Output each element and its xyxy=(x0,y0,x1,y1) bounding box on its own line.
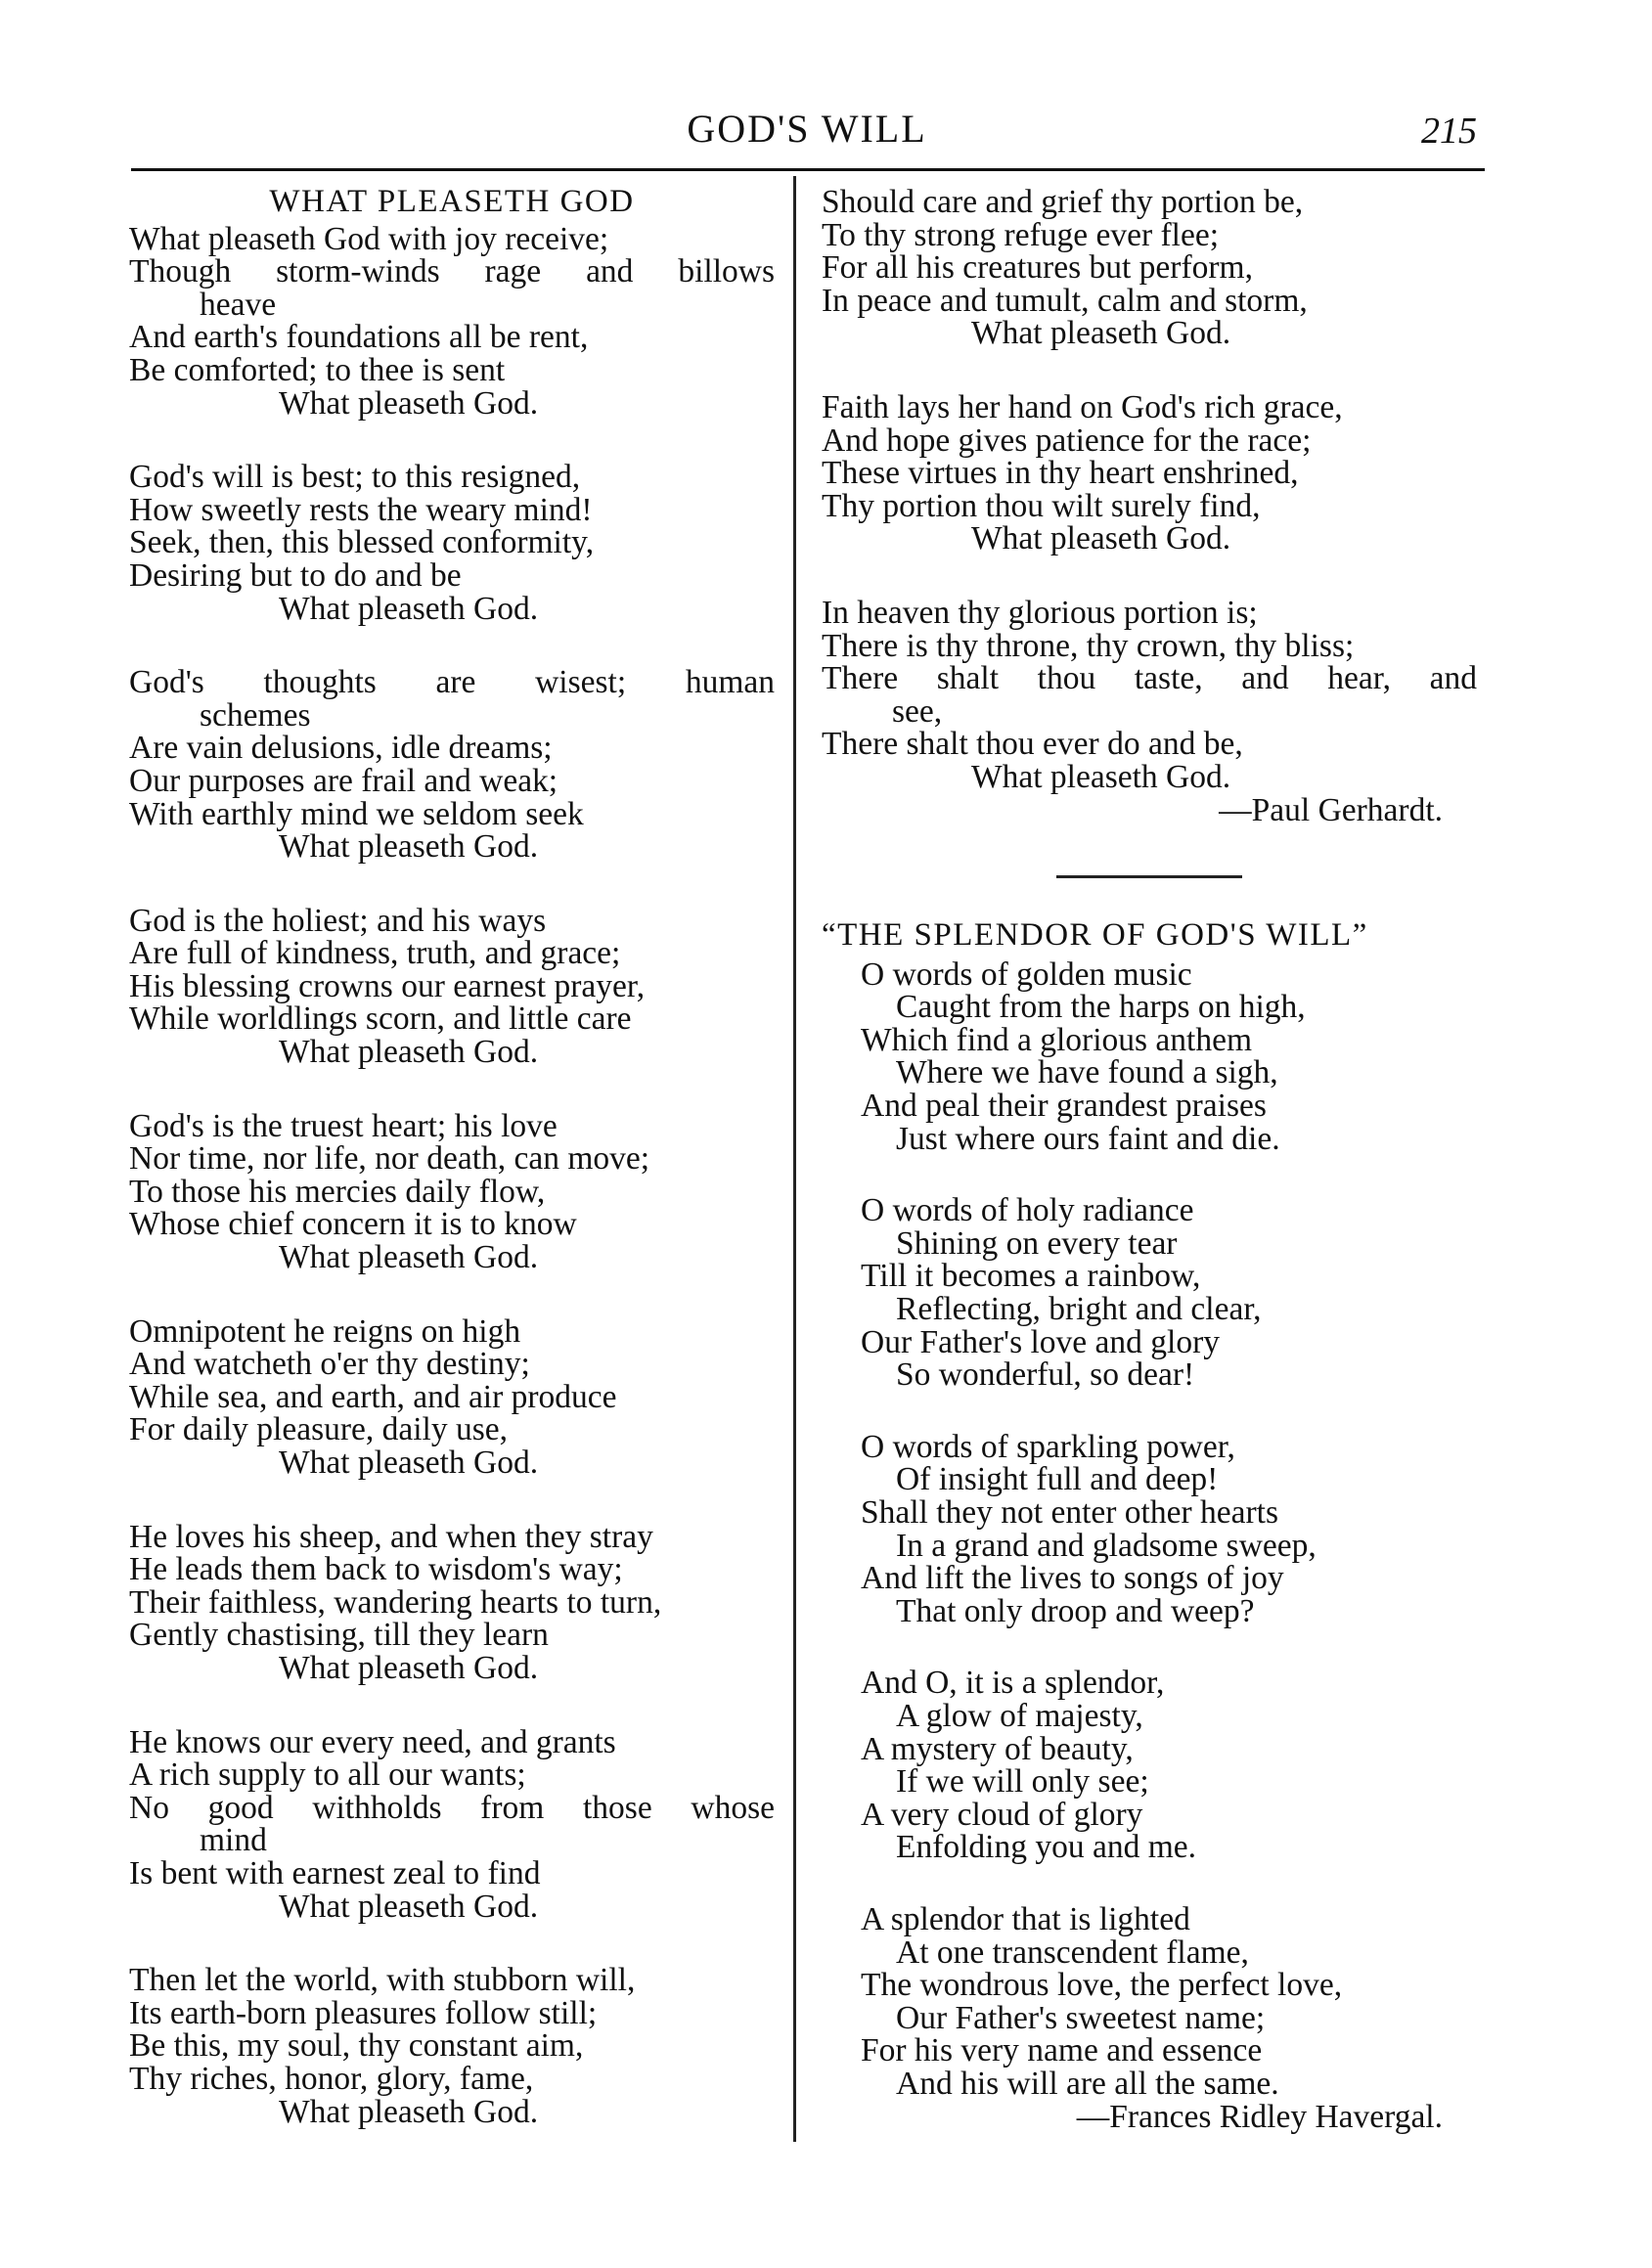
refrain-line: What pleaseth God. xyxy=(279,1888,539,1925)
attribution: —Frances Ridley Havergal. xyxy=(1076,2098,1443,2135)
verse-line: Thy portion thou wilt surely find, xyxy=(822,487,1261,524)
verse-line: At one transcendent flame, xyxy=(896,1934,1249,1971)
stanza xyxy=(822,1194,1477,1392)
verse-line: Whose chief concern it is to know xyxy=(129,1206,577,1243)
verse-line: While sea, and earth, and air produce xyxy=(129,1378,617,1415)
header-rule xyxy=(131,168,1485,171)
refrain-line: What pleaseth God. xyxy=(279,1445,539,1481)
column-divider xyxy=(793,176,796,2142)
verse-line: How sweetly rests the weary mind! xyxy=(129,491,593,528)
second-poem xyxy=(822,919,1477,2133)
verse-line: Should care and grief thy portion be, xyxy=(822,184,1304,220)
verse-line: For his very name and essence xyxy=(861,2032,1263,2069)
verse-line: And watcheth o'er thy destiny; xyxy=(129,1346,530,1383)
verse-line: A mystery of beauty, xyxy=(861,1730,1134,1767)
stanza xyxy=(822,1900,1477,2102)
verse-line: God's will is best; to this resigned, xyxy=(129,459,581,496)
verse-line: And lift the lives to songs of joy xyxy=(861,1560,1284,1597)
left-column xyxy=(129,186,775,2169)
poem-title: WHAT PLEASETH GOD xyxy=(269,184,635,219)
chapter-title: GOD'S WILL xyxy=(687,107,927,151)
refrain-line: What pleaseth God. xyxy=(279,384,539,422)
verse-line: schemes xyxy=(200,696,311,734)
stanza xyxy=(129,1723,775,1925)
verse-line: Which find a glorious anthem xyxy=(861,1021,1253,1058)
verse-line: God's is the truest heart; his love xyxy=(129,1107,558,1144)
verse-line: God is the holiest; and his ways xyxy=(129,902,547,939)
verse-line: O words of holy radiance xyxy=(861,1192,1194,1229)
verse-line: So wonderful, so dear! xyxy=(896,1356,1195,1394)
verse-line: Seek, then, this blessed conformity, xyxy=(129,524,595,561)
stanza xyxy=(129,220,775,422)
stanza xyxy=(822,1428,1477,1629)
verse-line: Our Father's love and glory xyxy=(861,1323,1221,1360)
refrain-line: What pleaseth God. xyxy=(971,758,1231,795)
verse-line: Gently chastising, till they learn xyxy=(129,1617,549,1654)
verse-line: And peal their grandest praises xyxy=(861,1088,1267,1125)
stanza xyxy=(822,958,1477,1156)
verse-line: Our purposes are frail and weak; xyxy=(129,762,558,799)
stanza xyxy=(822,388,1477,557)
verse-line: Nor time, nor life, nor death, can move; xyxy=(129,1140,650,1178)
refrain-line: What pleaseth God. xyxy=(971,520,1231,557)
verse-line: A rich supply to all our wants; xyxy=(129,1757,526,1794)
verse-line: The wondrous love, the perfect love, xyxy=(861,1967,1343,2004)
verse-line: A glow of majesty, xyxy=(896,1697,1143,1734)
verse-line: That only droop and weep? xyxy=(896,1592,1255,1629)
verse-line: No good withholds from those whose xyxy=(129,1789,775,1826)
verse-line: And his will are all the same. xyxy=(896,2065,1279,2102)
verse-line: For daily pleasure, daily use, xyxy=(129,1411,509,1448)
verse-line: Enfolding you and me. xyxy=(896,1829,1197,1866)
verse-line: Be comforted; to thee is sent xyxy=(129,351,506,388)
verse-line: To thy strong refuge ever flee; xyxy=(822,216,1220,253)
verse-line: In a grand and gladsome sweep, xyxy=(896,1527,1317,1564)
verse-line: And hope gives patience for the race; xyxy=(822,422,1312,459)
refrain-line: What pleaseth God. xyxy=(279,1034,539,1071)
verse-line: His blessing crowns our earnest prayer, xyxy=(129,967,646,1004)
stanza xyxy=(129,1312,775,1481)
verse-line: To those his mercies daily flow, xyxy=(129,1173,546,1210)
refrain-line: What pleaseth God. xyxy=(279,1239,539,1276)
stanza xyxy=(129,902,775,1071)
verse-line: Where we have found a sigh, xyxy=(896,1054,1278,1091)
verse-line: Till it becomes a rainbow, xyxy=(861,1258,1201,1295)
verse-line: Thy riches, honor, glory, fame, xyxy=(129,2060,534,2097)
verse-line: There shalt thou ever do and be, xyxy=(822,726,1243,763)
verse-line: O words of golden music xyxy=(861,956,1192,993)
poem-title: “THE SPLENDOR OF GOD'S WILL” xyxy=(822,917,1368,954)
verse-line: In peace and tumult, calm and storm, xyxy=(822,282,1308,319)
verse-line: Omnipotent he reigns on high xyxy=(129,1312,521,1350)
right-column xyxy=(822,186,1477,2133)
verse-line: He loves his sheep, and when they stray xyxy=(129,1518,653,1555)
verse-line: There shalt thou taste, and hear, and xyxy=(822,660,1477,697)
verse-line: A splendor that is lighted xyxy=(861,1900,1190,1937)
verse-line: Desiring but to do and be xyxy=(129,556,462,594)
verse-line: God's thoughts are wisest; human xyxy=(129,664,775,701)
verse-line: A very cloud of glory xyxy=(861,1796,1143,1833)
stanza xyxy=(822,1667,1477,1864)
refrain-line: What pleaseth God. xyxy=(279,828,539,866)
verse-line: And O, it is a splendor, xyxy=(861,1665,1165,1702)
stanza xyxy=(822,186,1477,350)
verse-line: There is thy throne, thy crown, thy bliss; xyxy=(822,627,1355,664)
running-head xyxy=(127,106,1487,164)
stanza xyxy=(129,1107,775,1276)
verse-line: Are vain delusions, idle dreams; xyxy=(129,730,553,767)
verse-line: These virtues in thy heart enshrined, xyxy=(822,455,1299,492)
refrain-line: What pleaseth God. xyxy=(279,1649,539,1686)
verse-line: He leads them back to wisdom's way; xyxy=(129,1551,623,1588)
verse-line: If we will only see; xyxy=(896,1763,1149,1801)
stanza xyxy=(822,594,1477,795)
refrain-line: What pleaseth God. xyxy=(971,315,1231,352)
verse-line: For all his creatures but perform, xyxy=(822,249,1253,287)
verse-line: Shall they not enter other hearts xyxy=(861,1494,1278,1531)
verse-line: Are full of kindness, truth, and grace; xyxy=(129,935,621,972)
refrain-line: What pleaseth God. xyxy=(279,2093,539,2130)
verse-line: Is bent with earnest zeal to find xyxy=(129,1854,541,1891)
verse-line: Then let the world, with stubborn will, xyxy=(129,1962,636,1999)
verse-line: heave xyxy=(200,286,277,323)
verse-line: With earthly mind we seldom seek xyxy=(129,795,584,832)
verse-line: see, xyxy=(892,692,943,730)
verse-line: And earth's foundations all be rent, xyxy=(129,319,589,356)
refrain-line: What pleaseth God. xyxy=(279,590,539,627)
stanza xyxy=(129,666,775,864)
verse-line: While worldlings scorn, and little care xyxy=(129,1001,632,1038)
verse-line: Its earth-born pleasures follow still; xyxy=(129,1994,598,2031)
stanza xyxy=(129,1518,775,1686)
verse-line: Caught from the harps on high, xyxy=(896,989,1306,1026)
verse-line: Our Father's sweetest name; xyxy=(896,1999,1266,2036)
stanza xyxy=(129,461,775,625)
verse-line: mind xyxy=(200,1822,267,1859)
attribution: —Paul Gerhardt. xyxy=(1219,791,1443,828)
verse-line: What pleaseth God with joy receive; xyxy=(129,220,609,257)
verse-line: Of insight full and deep! xyxy=(896,1461,1219,1498)
verse-line: Reflecting, bright and clear, xyxy=(896,1291,1262,1328)
section-divider xyxy=(1056,875,1242,878)
verse-line: In heaven thy glorious portion is; xyxy=(822,594,1258,631)
page-number: 215 xyxy=(1421,111,1477,152)
verse-line: He knows our every need, and grants xyxy=(129,1723,616,1760)
verse-line: Faith lays her hand on God's rich grace, xyxy=(822,388,1343,425)
stanza xyxy=(129,1964,775,2128)
verse-line: Shining on every tear xyxy=(896,1224,1178,1262)
verse-line: Their faithless, wandering hearts to turn, xyxy=(129,1583,662,1621)
verse-line: Though storm-winds rage and billows xyxy=(129,253,775,290)
verse-line: Just where ours faint and die. xyxy=(896,1120,1280,1157)
verse-line: Be this, my soul, thy constant aim, xyxy=(129,2027,584,2065)
verse-line: O words of sparkling power, xyxy=(861,1428,1235,1465)
